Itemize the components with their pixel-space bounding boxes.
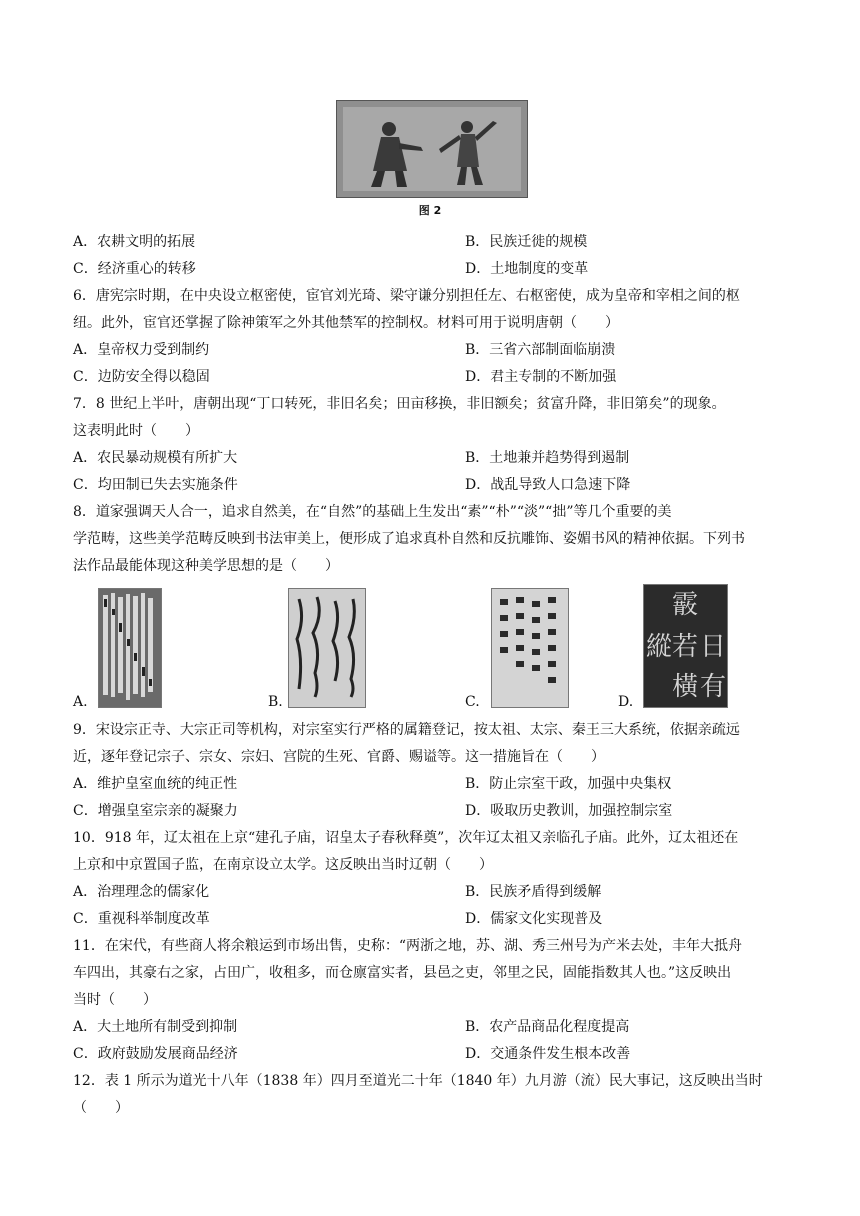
calligraphy-a-image: [98, 588, 162, 708]
q12-stem-line1: 12．表 1 所示为道光十八年（1838 年）四月至道光二十年（1840 年）九月游（流）民大事记，这反映出当时: [73, 1073, 763, 1089]
q9-stem-line1: 9．宋设宗正寺、大宗正司等机构，对宗室实行严格的属籍登记，按太祖、太宗、秦王三大系统，依据亲疏远: [73, 722, 740, 738]
q7-option-c: C．均田制已失去实施条件: [73, 477, 238, 493]
q7-option-b: B．土地兼并趋势得到遏制: [465, 450, 630, 466]
q7-stem-line2: 这表明此时（ ）: [73, 423, 199, 439]
q10-option-d: D．儒家文化实现普及: [465, 911, 603, 927]
calligraphy-d-char-4: 縱: [646, 632, 673, 662]
calligraphy-d-char-1: 霰: [672, 590, 699, 620]
q10-option-c: C．重视科举制度改革: [73, 911, 210, 927]
q8-stem-line3: 法作品最能体现这种美学思想的是（ ）: [73, 558, 339, 574]
calligraphy-b-image: [288, 588, 366, 708]
q11-option-b: B．农产品商品化程度提高: [465, 1019, 630, 1035]
q8-stem-line2: 学范畴，这些美学范畴反映到书法审美上，便形成了追求真朴自然和反抗雕饰、姿媚书风的精神依据。下列书: [73, 531, 745, 547]
q5-option-c: C．经济重心的转移: [73, 261, 196, 277]
q6-stem-line1: 6．唐宪宗时期，在中央设立枢密使，宦官刘光琦、梁守谦分别担任左、右枢密使，成为皇帝和宰相之间的枢: [73, 288, 740, 304]
calligraphy-c-image: [491, 588, 569, 708]
q6-option-d: D．君主专制的不断加强: [465, 369, 617, 385]
calligraphy-d-char-5: 橫: [672, 672, 699, 702]
q7-option-a: A．农民暴动规模有所扩大: [73, 450, 238, 466]
figure-2-image: [336, 100, 528, 198]
q11-stem-line2: 车四出，其豪右之家，占田广，收租多，而仓廪富实者，县邑之吏，邻里之民，固能指数其人也。”这反映出: [73, 965, 732, 981]
figure-2-caption: 图 2: [418, 204, 442, 217]
q11-option-a: A．大土地所有制受到抑制: [73, 1019, 238, 1035]
calligraphy-d-char-2: 若: [672, 632, 699, 662]
calligraphy-d-image: [643, 584, 728, 708]
q8-option-d-label: D.: [618, 694, 634, 710]
q12-stem-line2: （ ）: [73, 1100, 129, 1116]
q8-option-c-label: C.: [465, 694, 480, 710]
calligraphy-d-char-3: 日: [700, 632, 727, 662]
q6-option-a: A．皇帝权力受到制约: [73, 342, 210, 358]
q10-option-b: B．民族矛盾得到缓解: [465, 884, 602, 900]
q5-option-b: B．民族迁徙的规模: [465, 234, 588, 250]
q5-option-d: D．土地制度的变革: [465, 261, 589, 277]
q10-option-a: A．治理理念的儒家化: [73, 884, 210, 900]
q8-option-a-label: A.: [73, 694, 88, 710]
q6-stem-line2: 纽。此外，宦官还掌握了除神策军之外其他禁军的控制权。材料可用于说明唐朝（ ）: [73, 315, 619, 331]
q10-stem-line2: 上京和中京置国子监，在南京设立太学。这反映出当时辽朝（ ）: [73, 857, 493, 873]
q11-stem-line3: 当时（ ）: [73, 992, 157, 1008]
q11-option-d: D．交通条件发生根本改善: [465, 1046, 631, 1062]
q9-option-a: A．维护皇室血统的纯正性: [73, 776, 238, 792]
q6-option-b: B．三省六部制面临崩溃: [465, 342, 616, 358]
q9-stem-line2: 近，逐年登记宗子、宗女、宗妇、宫院的生死、官爵、赐谥等。这一措施旨在（ ）: [73, 749, 605, 765]
q9-option-d: D．吸取历史教训，加强控制宗室: [465, 803, 673, 819]
q10-stem-line1: 10．918 年，辽太祖在上京“建孔子庙，诏皇太子春秋释奠”，次年辽太祖又亲临孔子庙。此外，辽太祖还在: [73, 830, 739, 846]
q8-stem-line1: 8．道家强调天人合一，追求自然美，在“自然”的基础上生发出“素”“朴”“淡”“拙”等几个重要的美: [73, 504, 672, 520]
q6-option-c: C．边防安全得以稳固: [73, 369, 210, 385]
q11-stem-line1: 11．在宋代，有些商人将余粮运到市场出售，史称：“两浙之地，苏、湖、秀三州号为产米去处，丰年大抵舟: [73, 938, 742, 954]
q7-option-d: D．战乱导致人口急速下降: [465, 477, 631, 493]
q11-option-c: C．政府鼓励发展商品经济: [73, 1046, 238, 1062]
q9-option-c: C．增强皇室宗亲的凝聚力: [73, 803, 238, 819]
q7-stem-line1: 7．8 世纪上半叶，唐朝出现“丁口转死，非旧名矣；田亩移换，非旧额矣；贫富升降，非旧第矣”的现象。: [73, 396, 726, 412]
q8-option-b-label: B.: [268, 694, 283, 710]
q5-option-a: A．农耕文明的拓展: [73, 234, 196, 250]
calligraphy-d-char-6: 有: [700, 672, 727, 702]
q9-option-b: B．防止宗室干政，加强中央集权: [465, 776, 672, 792]
